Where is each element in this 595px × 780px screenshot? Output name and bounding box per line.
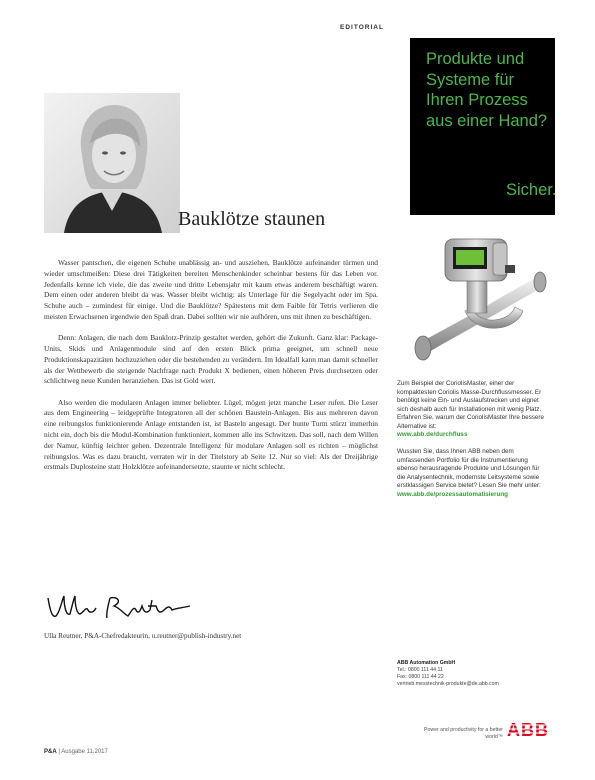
article-paragraph: Also werden die modularen Anlagen immer beliebter. Lügel, mögen jetzt manche Leser rufen. Die Leser aus dem Engineering – leidgeprüfte Integratoren all der schönen Baustein-Anlagen. Bis aus mehreren davon eine reibungslos funktionierende Anlage entstanden ist, ist Basteln angesagt. Der bunte Turm stürzt immerhin nicht ein, doch bis die Modul-Kombination funktioniert, kommen alle ins Schwitzen. Das soll, nach dem Willen der Namur, künftig leichter gehen. Dezentrale Intelligenz für modulare Anlagen soll es richten – möglichst reibungslos. Was es dazu braucht, verraten wir in der Titelstory ab Seite 12. Nur so viel: Als der Dreijährige erstmals Duplosteine statt Holzklötze aufeinandersetzte, staunte er nicht schlecht. [44, 397, 378, 472]
abb-logo [506, 719, 550, 739]
ad-link-prozessautomatisierung[interactable]: www.abb.de/prozessautomatisierung [397, 490, 509, 498]
page-footer [44, 749, 108, 755]
footer-issue: | Ausgabe 11.2017 [56, 749, 108, 755]
ad-fax: Fax: 0800 111 44 22 [397, 674, 444, 680]
flowmeter-product-image [405, 225, 555, 375]
ad-link-durchfluss[interactable]: www.abb.de/durchfluss [397, 431, 468, 438]
ad-tagline: Power and productivity for a better world™ [423, 727, 503, 740]
ad-headline: Produkte und Systeme für Ihren Prozess aus einer Hand? [426, 50, 548, 130]
author-portrait [44, 93, 180, 233]
ad-paragraph-2: Wussten Sie, dass Ihnen ABB neben dem umfassenden Portfolio für die Instrumentierung ebenso herausragende Produkte und Lösungen für die Analysentechnik, modernste Leitsysteme sowie erstklassigen Service bietet? Lesen Sie mehr unter: [397, 448, 541, 489]
ad-company: ABB Automation GmbH [397, 660, 456, 666]
section-label: EDITORIAL [340, 24, 384, 31]
ad-phone: Tel.: 0800 111 44 11 [397, 667, 443, 673]
article-paragraph: Wasser pantschen, die eigenen Schuhe unablässig an- und ausziehen, Bauklötze aufeinander türmen und wieder umschmeißen: Diese drei Tätigkeiten bereiten Menschenkinder scheinbar bestens für das Leben vor. Jedenfalls kenne ich viele, die das zweite und dritte Lebensjahr mit kaum etwas anderem beschäftigt waren. Dem einen oder anderen bleibt da was. Wasser bleibt wichtig: als Unterlage für die Segelyacht oder im Spa. Schuhe auch – zumindest für einige. Und die Bauklötze? Spätestens mit dem Faible für Tetris verlieren die meisten Erwachsenen irgendwie den Spaß dran. Dabei sollten wir nie aufhören, uns mit ihnen zu beschäftigen. [44, 258, 378, 321]
handwritten-signature [44, 592, 194, 624]
abb-logo-text: ABB [507, 720, 549, 739]
footer-brand: P&A [44, 749, 57, 755]
ad-contact [397, 660, 547, 688]
ad-answer: Sicher. [506, 181, 557, 199]
article-body [44, 258, 378, 484]
article-title: Bauklötze staunen [178, 208, 326, 230]
ad-paragraph-1: Zum Beispiel der CoriolisMaster, einer der kompaktesten Coriolis Masse-Durchflussmesser. Er benötigt keine Ein- und Auslaufstrecken und eignet sich deshalb auch für Installationen mit wenig Platz. Erfahren Sie, warum der CoriolisMaster Ihre bessere Alternative ist: [397, 380, 544, 430]
author-byline: Ulla Reutner, P&A-Chefredakteurin, u.reutner@publish-industry.net [44, 632, 242, 640]
ad-email[interactable]: vertrieb.messtechnik-produkte@de.abb.com [397, 681, 499, 687]
article-paragraph: Denn: Anlagen, die nach dem Bauklotz-Prinzip gestaltet werden, gehört die Zukunft. Ganz klar: Package-Units, Skids und Anlagenmodule sind auf den ersten Blick prima geeignet, um schnell neue Produktionskapazitäten hochzuziehen oder die bestehenden zu verändern. Im Idealfall kann man damit schneller als der Wettbewerb die steigende Nachfrage nach Produkt X bedienen, einen höheren Preis durchsetzen oder schlichtweg neue Kunden heranziehen. Das ist Gold wert. [44, 333, 378, 386]
ad-body [397, 380, 547, 508]
